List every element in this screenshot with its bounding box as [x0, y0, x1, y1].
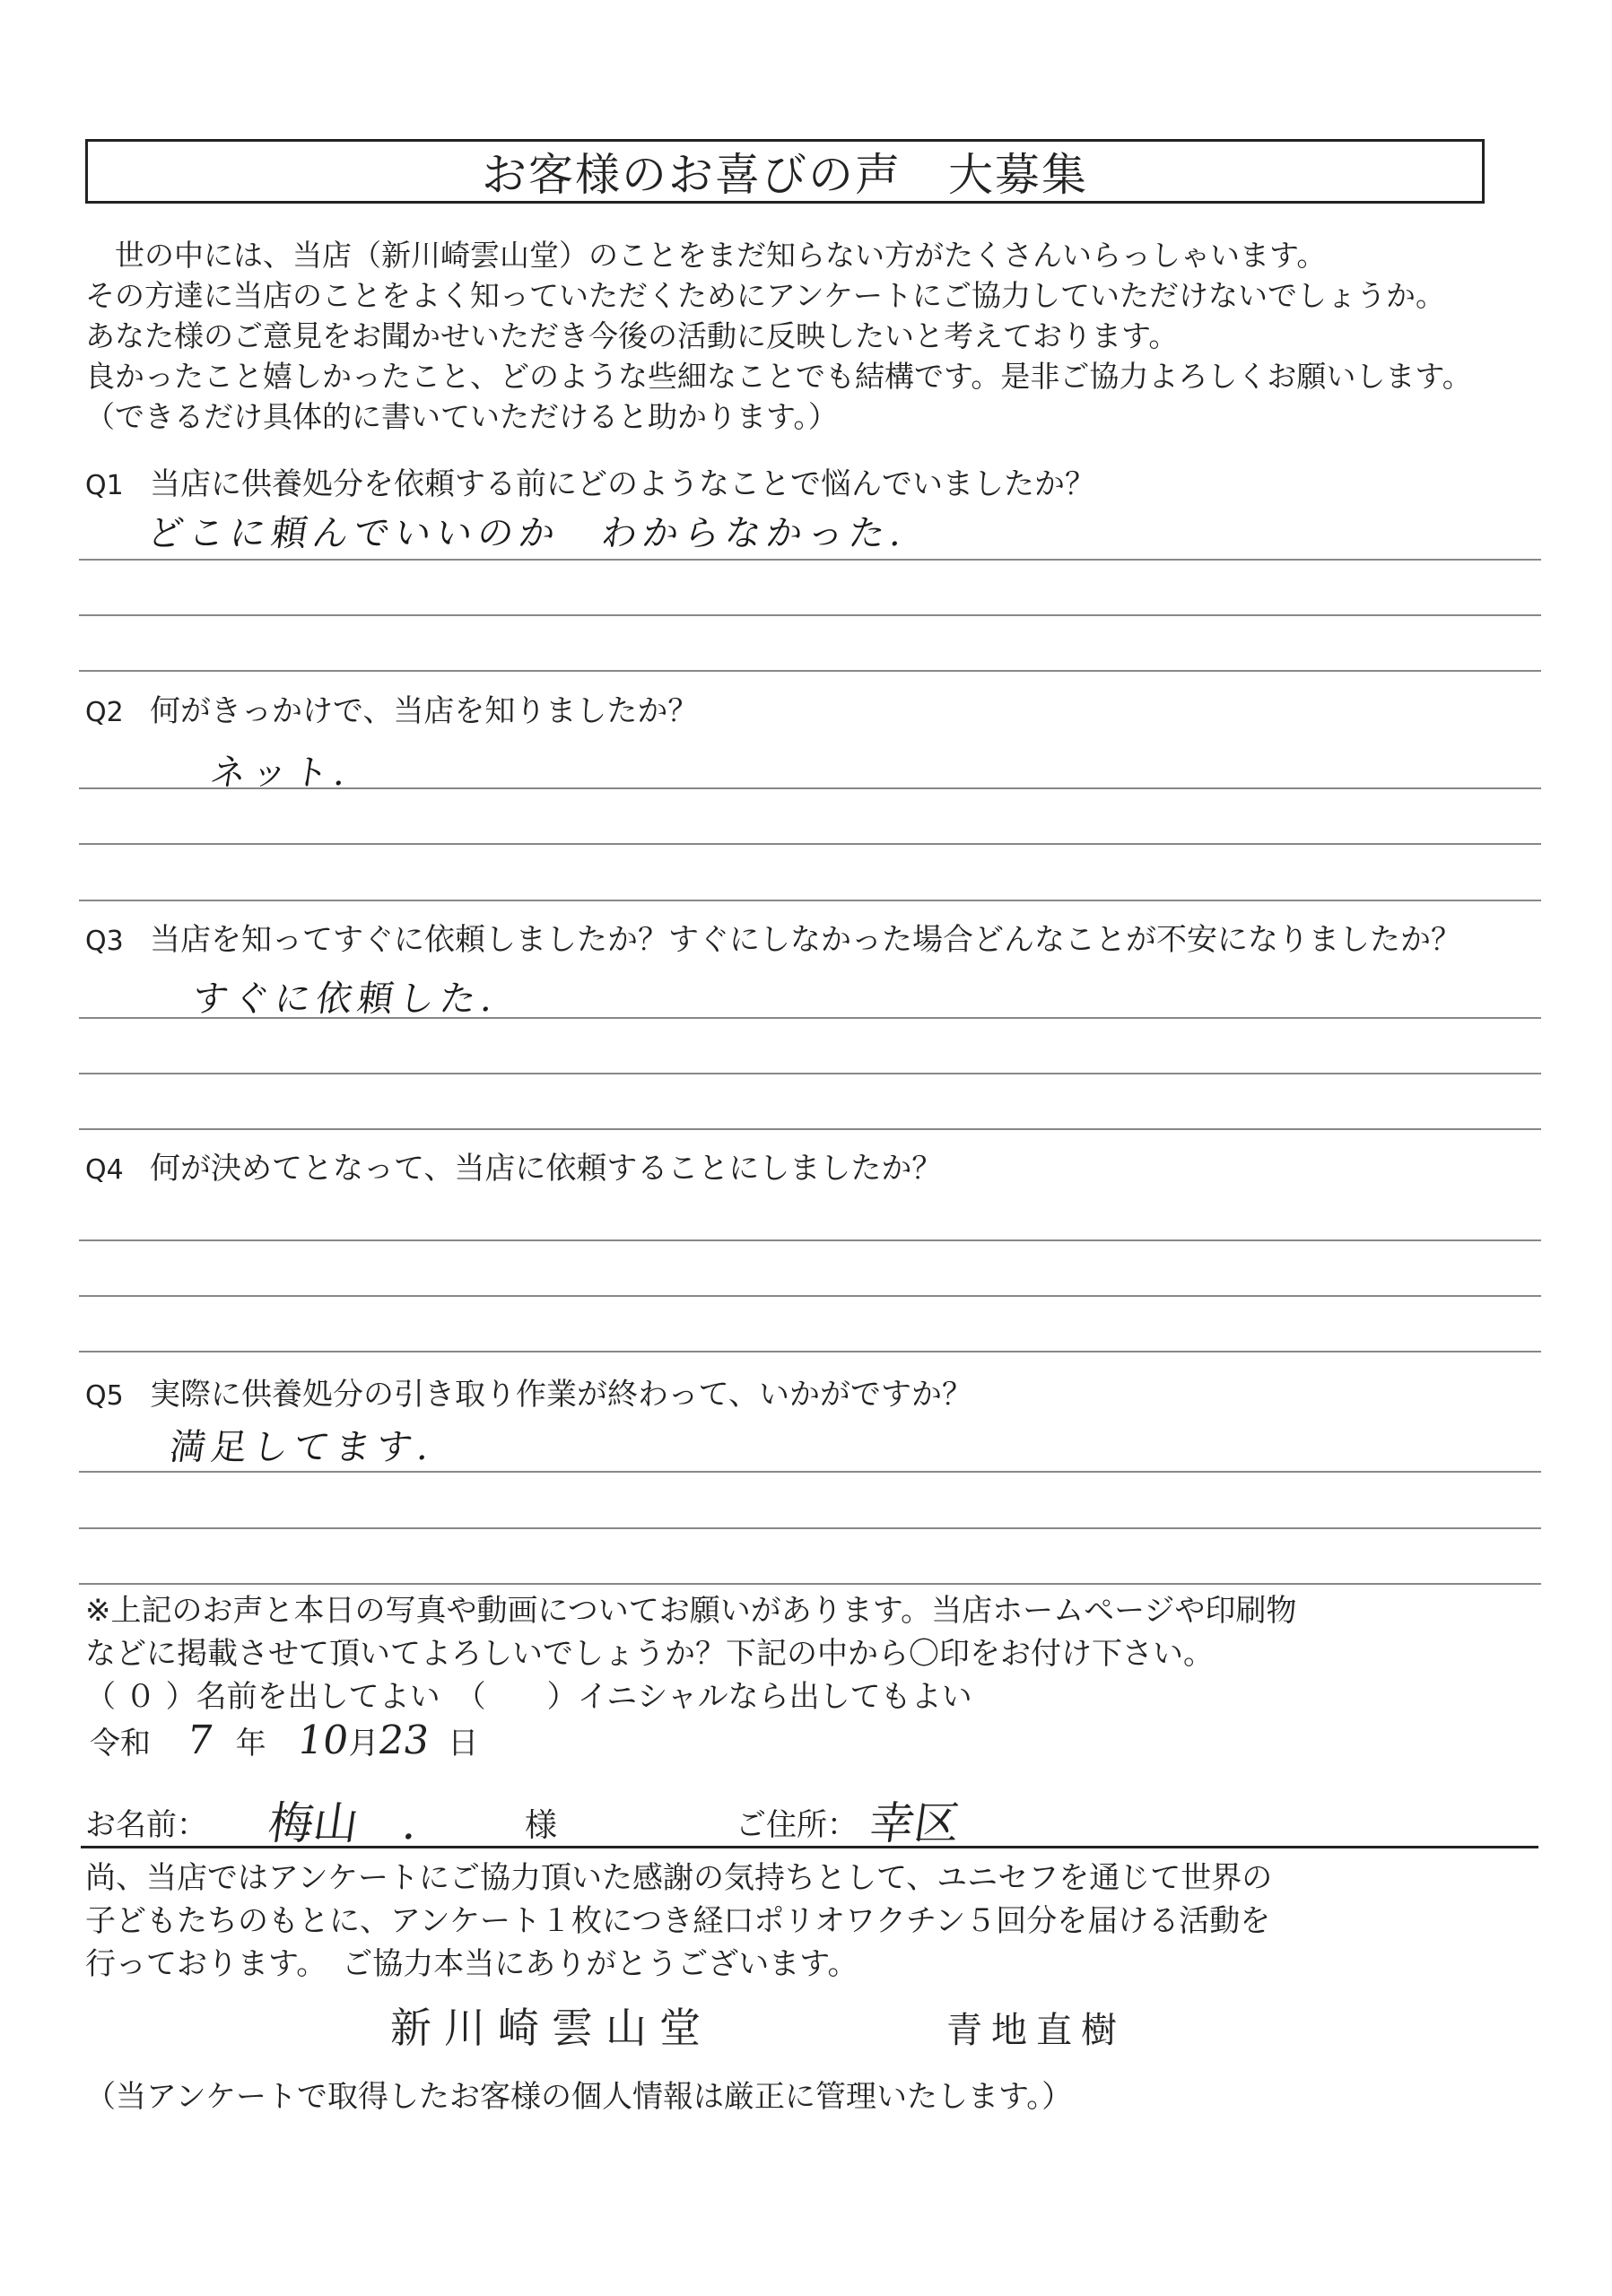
answer-line [79, 1239, 1541, 1241]
name-label: お名前： [85, 1807, 207, 1843]
answer-3: すぐに依頼した. [189, 978, 501, 1020]
intro-line: （できるだけ具体的に書いていただけると助かります。） [85, 399, 838, 434]
customer-address: 幸区 [866, 1797, 963, 1849]
intro-text [85, 235, 1538, 437]
question-number: Q1 [85, 470, 124, 501]
question-number: Q5 [85, 1380, 124, 1412]
date-day: 23 [375, 1718, 433, 1763]
privacy-note: （当アンケートで取得したお客様の個人情報は厳正に管理いたします。） [85, 2079, 1073, 2115]
question-text: 実際に供養処分の引き取り作業が終わって、いかがですか？ [150, 1377, 972, 1413]
intro-line: 良かったこと嬉しかったこと、どのような些細なことでも結構です。是非ご協力よろしくお願いします。 [85, 359, 1472, 394]
answer-line [79, 1527, 1541, 1529]
intro-line: 世の中には、当店（新川崎雲山堂）のことをまだ知らない方がたくさんいらっしゃいます。 [85, 238, 1327, 273]
answer-1: どこに頼んでいいのか わからなかった. [144, 513, 911, 554]
owner-name: 青地直樹 [946, 2010, 1126, 2051]
answer-line [79, 1583, 1541, 1585]
unicef-note [85, 1857, 1272, 1986]
date-month-label: 月 [348, 1726, 379, 1761]
date-month: 10 [294, 1718, 353, 1763]
answer-line [79, 559, 1541, 561]
question-4 [85, 1144, 942, 1187]
footer-line: 子どもたちのもとに、アンケート１枚につき経口ポリオワクチン５回分を届ける活動を [85, 1903, 1271, 1939]
question-text: 当店を知ってすぐに依頼しましたか？すぐにしなかった場合どんなことが不安になりましたか？ [150, 922, 1461, 958]
date-era: 令和 [90, 1726, 151, 1761]
notice-line: ※上記のお声と本日の写真や動画についてお願いがあります。当店ホームページや印刷物 [85, 1593, 1297, 1629]
date-year-label: 年 [235, 1726, 266, 1761]
customer-row [85, 1789, 1538, 1849]
honorific: 様 [525, 1807, 558, 1844]
store-name: 新川崎雲山堂 [390, 2004, 713, 2052]
consent-options: （ ０ ）名前を出してよい （ ）イニシャルなら出してもよい [85, 1679, 972, 1715]
answer-2: ネット. [207, 752, 354, 794]
answer-5: 満足してます. [167, 1427, 438, 1468]
question-5 [85, 1370, 972, 1413]
question-number: Q2 [85, 697, 124, 728]
date-day-label: 日 [448, 1726, 479, 1761]
answer-line [79, 1471, 1541, 1473]
question-2 [85, 686, 698, 730]
answer-line [79, 614, 1541, 616]
answer-line [79, 787, 1541, 789]
question-1 [85, 459, 1095, 503]
notice-line: などに掲載させて頂いてよろしいでしょうか？下記の中から〇印をお付け下さい。 [85, 1636, 1214, 1672]
answer-line [79, 1295, 1541, 1297]
customer-name: 梅山 . [265, 1797, 422, 1849]
intro-line: あなた様のご意見をお聞かせいただき今後の活動に反映したいと考えております。 [85, 318, 1179, 353]
question-3 [85, 915, 1461, 959]
question-text: 何が決めてとなって、当店に依頼することにしましたか？ [150, 1151, 943, 1187]
address-label: ご住所： [736, 1807, 858, 1843]
answer-line [79, 900, 1541, 901]
divider [81, 1846, 1538, 1848]
question-number: Q4 [85, 1154, 124, 1186]
answer-line [79, 670, 1541, 672]
date-year: 7 [184, 1718, 216, 1763]
intro-line: その方達に当店のことをよく知っていただくためにアンケートにご協力していただけないでしょうか。 [85, 278, 1446, 313]
page-title: お客様のお喜びの声 大募集 [85, 139, 1485, 204]
question-text: 何がきっかけで、当店を知りましたか？ [150, 693, 699, 729]
question-text: 当店に供養処分を依頼する前にどのようなことで悩んでいましたか？ [150, 466, 1095, 502]
footer-line: 尚、当店ではアンケートにご協力頂いた感謝の気持ちとして、ユニセフを通じて世界の [85, 1860, 1273, 1896]
publication-notice [85, 1589, 1296, 1718]
question-number: Q3 [85, 926, 124, 957]
answer-line [79, 1351, 1541, 1352]
footer-line: 行っております。 ご協力本当にありがとうございます。 [85, 1946, 858, 1982]
answer-line [79, 1128, 1541, 1130]
answer-line [79, 843, 1541, 845]
answer-line [79, 1017, 1541, 1019]
answer-line [79, 1073, 1541, 1074]
date-field [90, 1718, 478, 1763]
